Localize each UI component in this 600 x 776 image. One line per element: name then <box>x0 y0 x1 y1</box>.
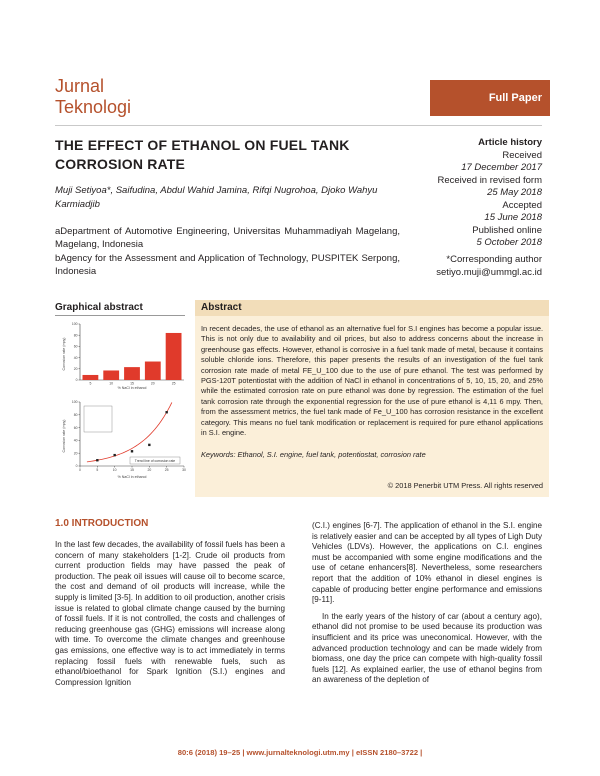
y-tick-label: 0 <box>75 378 78 383</box>
graphical-abstract-heading: Graphical abstract <box>55 302 143 313</box>
x-tick-label: 5 <box>96 468 99 472</box>
bar <box>103 370 119 380</box>
paper-title: THE EFFECT OF ETHANOL ON FUEL TANK CORROSION RATE <box>55 137 350 172</box>
affiliation-b: bAgency for the Assessment and Application of Technology, PUSPITEK Serpong, Indonesia <box>55 253 400 277</box>
affiliation-a: aDepartment of Automotive Engineering, Universitas Muhammadiyah Magelang, Magelang, Indonesia <box>55 226 400 250</box>
corresponding-author <box>382 253 542 279</box>
x-tick-label: 10 <box>112 468 117 472</box>
y-tick-label: 100 <box>71 400 78 405</box>
body-column-right <box>312 521 542 692</box>
scatter-chart-ylabel: Corrosion rate (mpy) <box>62 419 66 453</box>
corr-email[interactable]: setiyo.muji@ummgl.ac.id <box>436 267 542 278</box>
y-tick-label: 40 <box>73 355 78 360</box>
online-date: 5 October 2018 <box>476 237 542 248</box>
data-point <box>165 411 167 413</box>
received-label: Received <box>502 149 542 161</box>
x-tick-label: 30 <box>182 468 186 472</box>
y-tick-label: 100 <box>71 322 78 327</box>
abstract-text: In recent decades, the use of ethanol as an alternative fuel for S.I engines has become a popular issue. This is not only due to availability and oil prices, but also to address concerns about the increase in greenhouse gas effects. However, ethanol is corrosive in a fuel tank made of metal, because it contains soluble chloride ions. Therefore, this paper presents the results of an investigation of the fuel tank corrosion rate made of metal FE_U_100 due to the use of pure ethanol. The test was performed by PGS-120T potentiostat with the addition of NaCl in ethanol in concentrations of 5, 10, 15, 20, and 25% while the estimated corrosion rate on pure ethanol was done by regression. The estimation of the fuel tank corrosion rate through the exponential regression for the use of pure ethanol is 4,11 6 mpy. Then, from the assessment metrics, the fuel tank made of Fe_U_100 has corrosion resistance in the excellent category. This means no fuel tank modification or replacement is required for pure ethanol applications in S.I. engine. <box>201 324 543 438</box>
journal-title-line2: Teknologi <box>55 97 132 117</box>
x-tick-label: 0 <box>79 468 81 472</box>
y-tick-label: 60 <box>73 425 78 430</box>
scatter-chart <box>60 398 188 480</box>
data-point <box>96 459 98 461</box>
x-tick-label: 5 <box>89 381 92 386</box>
data-point <box>148 444 150 446</box>
scatter-chart-legend <box>84 406 112 432</box>
y-tick-label: 20 <box>73 451 78 456</box>
history-heading: Article history <box>478 137 542 148</box>
x-tick-label: 25 <box>171 381 176 386</box>
x-tick-label: 10 <box>109 381 114 386</box>
scatter-chart-xlabel: % NaCl in ethanol <box>117 475 147 479</box>
journal-title-line1: Jurnal <box>55 76 105 96</box>
received-date: 17 December 2017 <box>461 162 542 173</box>
bar <box>124 367 140 380</box>
author-list: Muji Setiyoa*, Saifudina, Abdul Wahid Jamina, Rifqi Nugrohoa, Djoko Wahyu Karmiadjib <box>55 185 378 210</box>
y-tick-label: 80 <box>73 413 78 417</box>
x-tick-label: 15 <box>130 468 134 472</box>
data-point <box>113 454 115 456</box>
y-tick-label: 20 <box>73 367 78 371</box>
bar <box>82 375 98 380</box>
graphical-abstract-divider <box>55 315 185 316</box>
trend-annotation: Trend line of corrosion rate <box>134 458 176 463</box>
online-label: Published online <box>472 224 542 236</box>
bar-chart-xlabel: % NaCl in ethanol <box>117 386 147 390</box>
accepted-date: 15 June 2018 <box>484 212 542 223</box>
section-heading-introduction: 1.0 INTRODUCTION <box>55 518 149 529</box>
paragraph: (C.I.) engines [6-7]. The application of ethanol in the S.I. engine is relatively easier and can be accepted by all types of Ligh Duty Vehicles (LDVs). However, the applications on C.I. engines must be accompanied with some engine modifications and the use of cetane enhancers[8]. Nevertheless, some researchers report that the addition of 10% ethanol in diesel engines is capable of producing better engine performance and emissions [9-11]. <box>312 521 542 605</box>
journal-title <box>55 76 131 118</box>
bar-chart-ylabel: Corrosion rate (mpy) <box>62 337 66 371</box>
x-tick-label: 20 <box>150 381 155 386</box>
page-footer: 80:6 (2018) 19–25 | www.jurnalteknologi.utm.my | eISSN 2180–3722 | <box>177 748 423 757</box>
bar <box>145 362 161 380</box>
y-tick-label: 0 <box>75 464 78 469</box>
x-tick-label: 15 <box>130 381 134 386</box>
corr-label: *Corresponding author <box>446 254 542 265</box>
abstract-heading: Abstract <box>195 300 549 316</box>
y-tick-label: 40 <box>73 438 78 443</box>
body-column-left <box>55 540 285 694</box>
article-history <box>402 137 542 250</box>
y-tick-label: 60 <box>73 344 78 349</box>
x-tick-label: 25 <box>164 468 169 472</box>
header-divider <box>55 125 542 126</box>
bar <box>166 333 182 380</box>
copyright: © 2018 Penerbit UTM Press. All rights reserved <box>387 481 543 490</box>
bar-chart <box>60 320 188 392</box>
y-tick-label: 80 <box>73 333 78 338</box>
data-point <box>131 450 133 452</box>
paragraph: In the last few decades, the availability of fossil fuels has been a concern of many stakeholders [1-2]. Crude oil products from current production fields may have passed the peak of production. The peak oil issues will cause oil to become scarce, the cost and demand of oil products will increase, while the supply is limited [3-5]. In addition to oil production, another crisis issue is related to global climate change caused by the burning of fossil fuels. If it is not controlled, the costs and challenges of reducing greenhouse gas (GHG) emissions will increase along with time. To overcome the climate changes and greenhouse gas emissions, one effective way is to act immediately in terms replacing fossil fuels with renewable fuels, such as ethanol/bioethanol for Spark Ignition (S.I.) engines and Compression Ignition <box>55 540 285 687</box>
revised-label: Received in revised form <box>437 174 542 186</box>
keywords: Keywords: Ethanol, S.I. engine, fuel tank, potentiostat, corrosion rate <box>201 450 426 459</box>
revised-date: 25 May 2018 <box>487 187 542 198</box>
x-tick-label: 20 <box>147 468 152 472</box>
full-paper-badge: Full Paper <box>430 80 550 116</box>
paragraph: In the early years of the history of car (about a century ago), ethanol did not promise to be used because its production was insufficient and its price was uneconomical. However, with the advanced production technology and can be made widely from biomass, one day the price can compete with high-quality fossil fuels [12]. As explained earlier, the use of ethanol begins from an awareness of the depletion of <box>312 611 542 685</box>
accepted-label: Accepted <box>502 199 542 211</box>
